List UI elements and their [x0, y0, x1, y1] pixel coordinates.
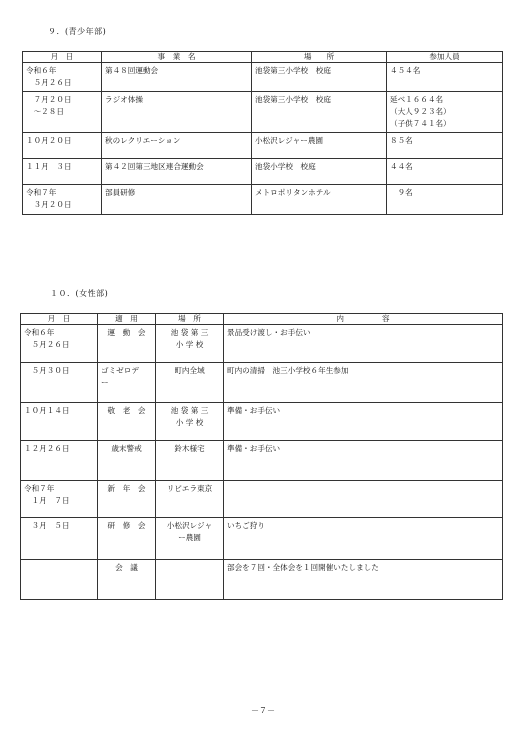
cell-category: 研 修 会 [98, 518, 156, 560]
cell-date: １２月２６日 [21, 441, 98, 481]
cell-date: １０月２０日 [23, 133, 102, 159]
cell-event: ラジオ体操 [102, 92, 252, 133]
table-row [21, 403, 503, 441]
table-row [21, 518, 503, 560]
cell-category: 会 議 [98, 560, 156, 600]
cell-date: １１月 ３日 [23, 159, 102, 185]
cell-date: 令和７年 ３月２０日 [23, 185, 102, 215]
cell-category: 歳末警戒 [98, 441, 156, 481]
youth-activity-table [22, 51, 503, 215]
cell-content: 景品受け渡し・お手伝い [224, 325, 503, 363]
cell-place: 鈴木様宅 [156, 441, 224, 481]
table-row [21, 481, 503, 518]
cell-place: 池袋小学校 校庭 [252, 159, 387, 185]
cell-attendance: ４５４名 [387, 63, 503, 92]
cell-attendance: ９名 [387, 185, 503, 215]
cell-content [224, 481, 503, 518]
table-row [21, 441, 503, 481]
cell-attendance: ８５名 [387, 133, 503, 159]
table-row [23, 159, 503, 185]
cell-place: 町内全域 [156, 363, 224, 403]
cell-place: 池 袋 第 三 小 学 校 [156, 403, 224, 441]
cell-date: 令和６年 ５月２６日 [23, 63, 102, 92]
col-header-date: 月 日 [21, 314, 98, 325]
cell-attendance: ４４名 [387, 159, 503, 185]
cell-content: 町内の清掃 池三小学校６年生参加 [224, 363, 503, 403]
womens-activity-table [20, 313, 503, 600]
col-header-place: 場 所 [156, 314, 224, 325]
cell-category: 新 年 会 [98, 481, 156, 518]
col-header-attendance: 参加人員 [387, 52, 503, 63]
cell-content: いちご狩り [224, 518, 503, 560]
table-header-row [23, 52, 503, 63]
table-row [21, 363, 503, 403]
cell-place: 池 袋 第 三 小 学 校 [156, 325, 224, 363]
section-10-title: １０．(女性部) [50, 289, 109, 298]
table-row [23, 185, 503, 215]
col-header-event: 事 業 名 [102, 52, 252, 63]
cell-date: ３月 ５日 [21, 518, 98, 560]
cell-attendance: 延べ１６６４名 （大人９２３名） （子供７４１名） [387, 92, 503, 133]
cell-event: 秋のレクリエーション [102, 133, 252, 159]
cell-event: 第４２回第三地区連合運動会 [102, 159, 252, 185]
table-row [23, 133, 503, 159]
cell-event: 部員研修 [102, 185, 252, 215]
cell-content: 準備・お手伝い [224, 441, 503, 481]
table-header-row [21, 314, 503, 325]
table-row [21, 325, 503, 363]
col-header-place: 場 所 [252, 52, 387, 63]
section-9-title: ９．(青少年部) [48, 27, 107, 36]
col-header-content: 内 容 [224, 314, 503, 325]
cell-date: ５月３０日 [21, 363, 98, 403]
col-header-date: 月 日 [23, 52, 102, 63]
cell-place: リビエラ東京 [156, 481, 224, 518]
cell-category: 運 動 会 [98, 325, 156, 363]
cell-date: ７月２０日 ～２８日 [23, 92, 102, 133]
cell-place: 池袋第三小学校 校庭 [252, 63, 387, 92]
cell-date: １０月１４日 [21, 403, 98, 441]
cell-place: 小松沢レジャー農園 [252, 133, 387, 159]
cell-place: メトロポリタンホテル [252, 185, 387, 215]
table-row [23, 63, 503, 92]
cell-place [156, 560, 224, 600]
cell-category: ゴミゼロデ ー [98, 363, 156, 403]
cell-date: 令和６年 ５月２６日 [21, 325, 98, 363]
cell-content: 準備・お手伝い [224, 403, 503, 441]
cell-place: 池袋第三小学校 校庭 [252, 92, 387, 133]
cell-place: 小松沢レジャ ー農園 [156, 518, 224, 560]
cell-date [21, 560, 98, 600]
table-row [23, 92, 503, 133]
col-header-category: 適 用 [98, 314, 156, 325]
page-number: －７－ [251, 706, 275, 715]
cell-event: 第４８回運動会 [102, 63, 252, 92]
table-row [21, 560, 503, 600]
cell-category: 敬 老 会 [98, 403, 156, 441]
cell-date: 令和７年 １月 ７日 [21, 481, 98, 518]
cell-content: 部会を７回・全体会を１回開催いたしました [224, 560, 503, 600]
